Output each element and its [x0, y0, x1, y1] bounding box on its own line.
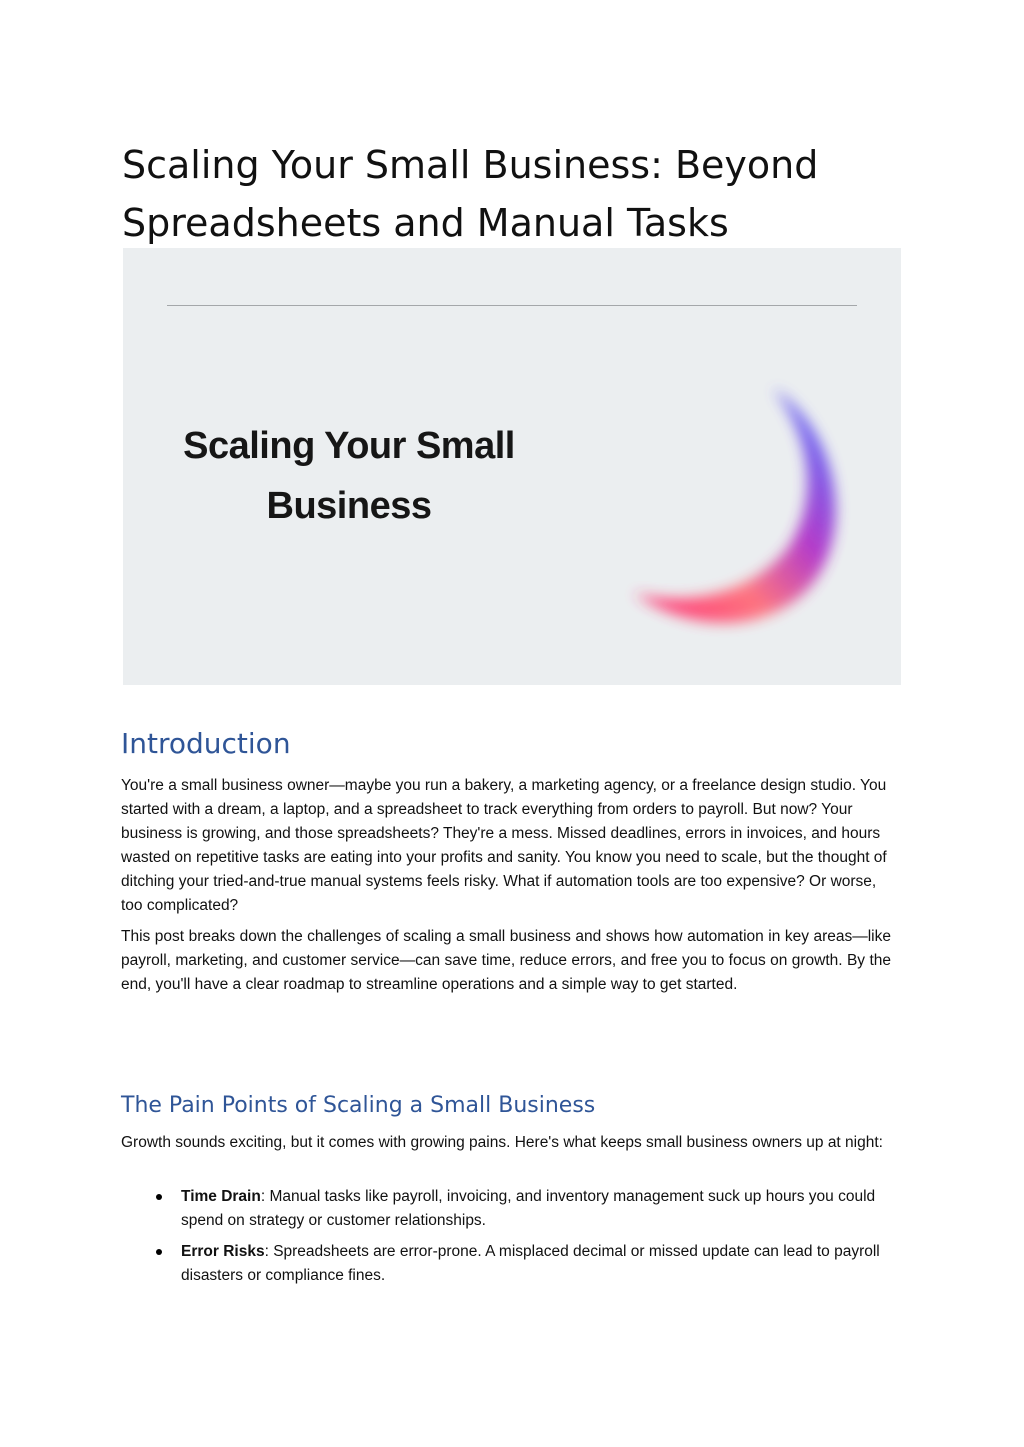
pain-points-list	[152, 1185, 892, 1295]
gradient-crescent-icon	[593, 378, 883, 648]
hero-divider	[167, 305, 857, 306]
bullet-icon	[156, 1249, 162, 1255]
list-item-term: Time Drain	[181, 1188, 261, 1205]
list-item-term: Error Risks	[181, 1243, 265, 1260]
introduction-paragraph-2: This post breaks down the challenges of scaling a small business and shows how automation in key areas—like payroll, marketing, and customer service—can save time, reduce errors, and free you to focus on growth. By the end, you'll have a clear roadmap to streamline operations and a simple way to get started.	[121, 928, 891, 993]
hero-banner-text	[143, 416, 555, 536]
pain-points-heading: The Pain Points of Scaling a Small Business	[121, 1093, 596, 1118]
hero-banner-line-2: Business	[266, 485, 432, 527]
list-item-text: : Spreadsheets are error-prone. A misplaced decimal or missed update can lead to payroll disasters or compliance fines.	[181, 1243, 880, 1284]
introduction-paragraph-1: You're a small business owner—maybe you run a bakery, a marketing agency, or a freelance design studio. You started with a dream, a laptop, and a spreadsheet to track everything from orders to payroll. But now? Your business is growing, and those spreadsheets? They're a mess. Missed deadlines, errors in invoices, and hours wasted on repetitive tasks are eating into your profits and sanity. You know you need to scale, but the thought of ditching your tried-and-true manual systems feels risky. What if automation tools are too expensive? Or worse, too complicated?	[121, 777, 887, 914]
list-item	[152, 1240, 892, 1288]
bullet-icon	[156, 1194, 162, 1200]
introduction-heading: Introduction	[121, 727, 291, 760]
list-item-text: : Manual tasks like payroll, invoicing, and inventory management suck up hours you could spend on strategy or customer relationships.	[181, 1188, 876, 1229]
page-title: Scaling Your Small Business: Beyond Spreadsheets and Manual Tasks	[122, 143, 819, 245]
hero-image	[123, 248, 901, 685]
hero-banner-line-1: Scaling Your Small	[183, 425, 515, 467]
pain-points-intro: Growth sounds exciting, but it comes with growing pains. Here's what keeps small business owners up at night:	[121, 1134, 883, 1151]
list-item	[152, 1185, 892, 1233]
